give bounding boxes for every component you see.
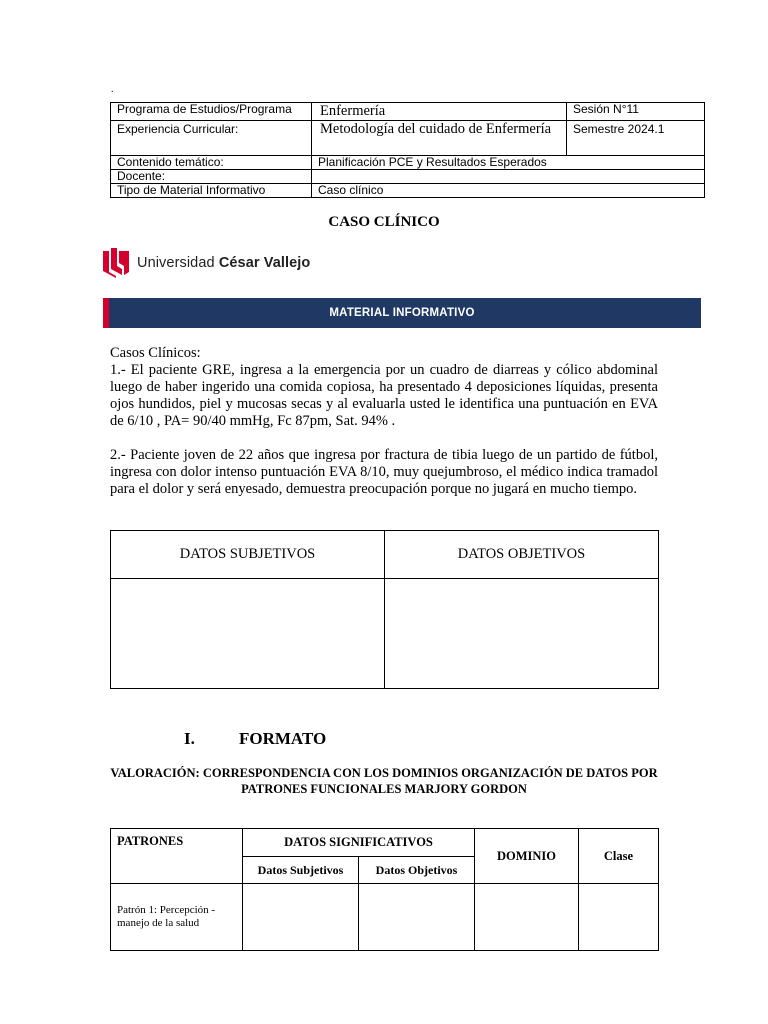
course-info-table: [110, 102, 705, 198]
case-1-text: 1.- El paciente GRE, ingresa a la emergencia por un cuadro de diarreas y cólico abdominal luego de haber ingerido una comida copiosa, ha presentado 4 deposiciones líquidas, presenta ojos hundidos, piel y mucosas secas y al evaluarla usted le identifica una puntuación en EVA de 6/10 , PA= 90/40 mmHg, Fc 87pm, Sat. 94% .: [110, 362, 658, 429]
valoracion-heading: VALORACIÓN: CORRESPONDENCIA CON LOS DOMINIOS ORGANIZACIÓN DE DATOS POR PATRONES FUNCIONALES MARJORY GORDON: [110, 766, 658, 796]
teacher-label: Docente:: [111, 170, 312, 184]
pattern-1-domain-cell: [475, 884, 579, 951]
section-heading: [184, 729, 326, 749]
material-type-label: Tipo de Material Informativo: [111, 184, 312, 198]
clase-header: Clase: [579, 829, 659, 884]
ucv-emblem-icon: [103, 248, 129, 278]
stray-dot: .: [111, 84, 114, 95]
datos-subjetivos-header: DATOS SUBJETIVOS: [111, 531, 385, 579]
program-value: Enfermería: [312, 103, 567, 121]
datos-subjetivos-cell: [111, 579, 385, 689]
datos-objetivos-cell: [385, 579, 659, 689]
datos-objetivos-header: DATOS OBJETIVOS: [385, 531, 659, 579]
university-name: Universidad César Vallejo: [137, 255, 311, 271]
material-banner: [103, 298, 701, 328]
teacher-value: [312, 170, 705, 184]
material-type-value: Caso clínico: [312, 184, 705, 198]
experience-label: Experiencia Curricular:: [111, 121, 312, 156]
experience-value: Metodología del cuidado de Enfermería: [312, 121, 567, 156]
session-number: Sesión N°11: [567, 103, 705, 121]
section-number: I.: [184, 729, 195, 748]
university-logo: [103, 248, 310, 278]
content-label: Contenido temático:: [111, 156, 312, 170]
patrones-table: [110, 828, 659, 951]
section-title: FORMATO: [239, 729, 327, 748]
pattern-1-objective-cell: [359, 884, 475, 951]
datos-table: [110, 530, 659, 689]
pattern-1-class-cell: [579, 884, 659, 951]
page-title: CASO CLÍNICO: [328, 214, 440, 230]
pattern-1-label: Patrón 1: Percepción - manejo de la salud: [111, 884, 243, 951]
case-2-text: 2.- Paciente joven de 22 años que ingresa por fractura de tibia luego de un partido de fútbol, ingresa con dolor intenso puntuación EVA 8/10, muy quejumbroso, el médico indica tramadol para el dolor y será enyesado, demuestra preocupación porque no jugará en mucho tiempo.: [110, 447, 658, 497]
datos-subjetivos-subheader: Datos Subjetivos: [243, 857, 359, 884]
patrones-header: PATRONES: [111, 829, 243, 884]
content-value: Planificación PCE y Resultados Esperados: [312, 156, 705, 170]
datos-significativos-header: DATOS SIGNIFICATIVOS: [243, 829, 475, 857]
pattern-1-subjective-cell: [243, 884, 359, 951]
semester: Semestre 2024.1: [567, 121, 705, 156]
cases-heading: Casos Clínicos:: [110, 345, 201, 361]
clinical-cases: [110, 345, 658, 498]
program-label: Programa de Estudios/Programa: [111, 103, 312, 121]
banner-label: MATERIAL INFORMATIVO: [329, 307, 475, 319]
dominio-header: DOMINIO: [475, 829, 579, 884]
datos-objetivos-subheader: Datos Objetivos: [359, 857, 475, 884]
